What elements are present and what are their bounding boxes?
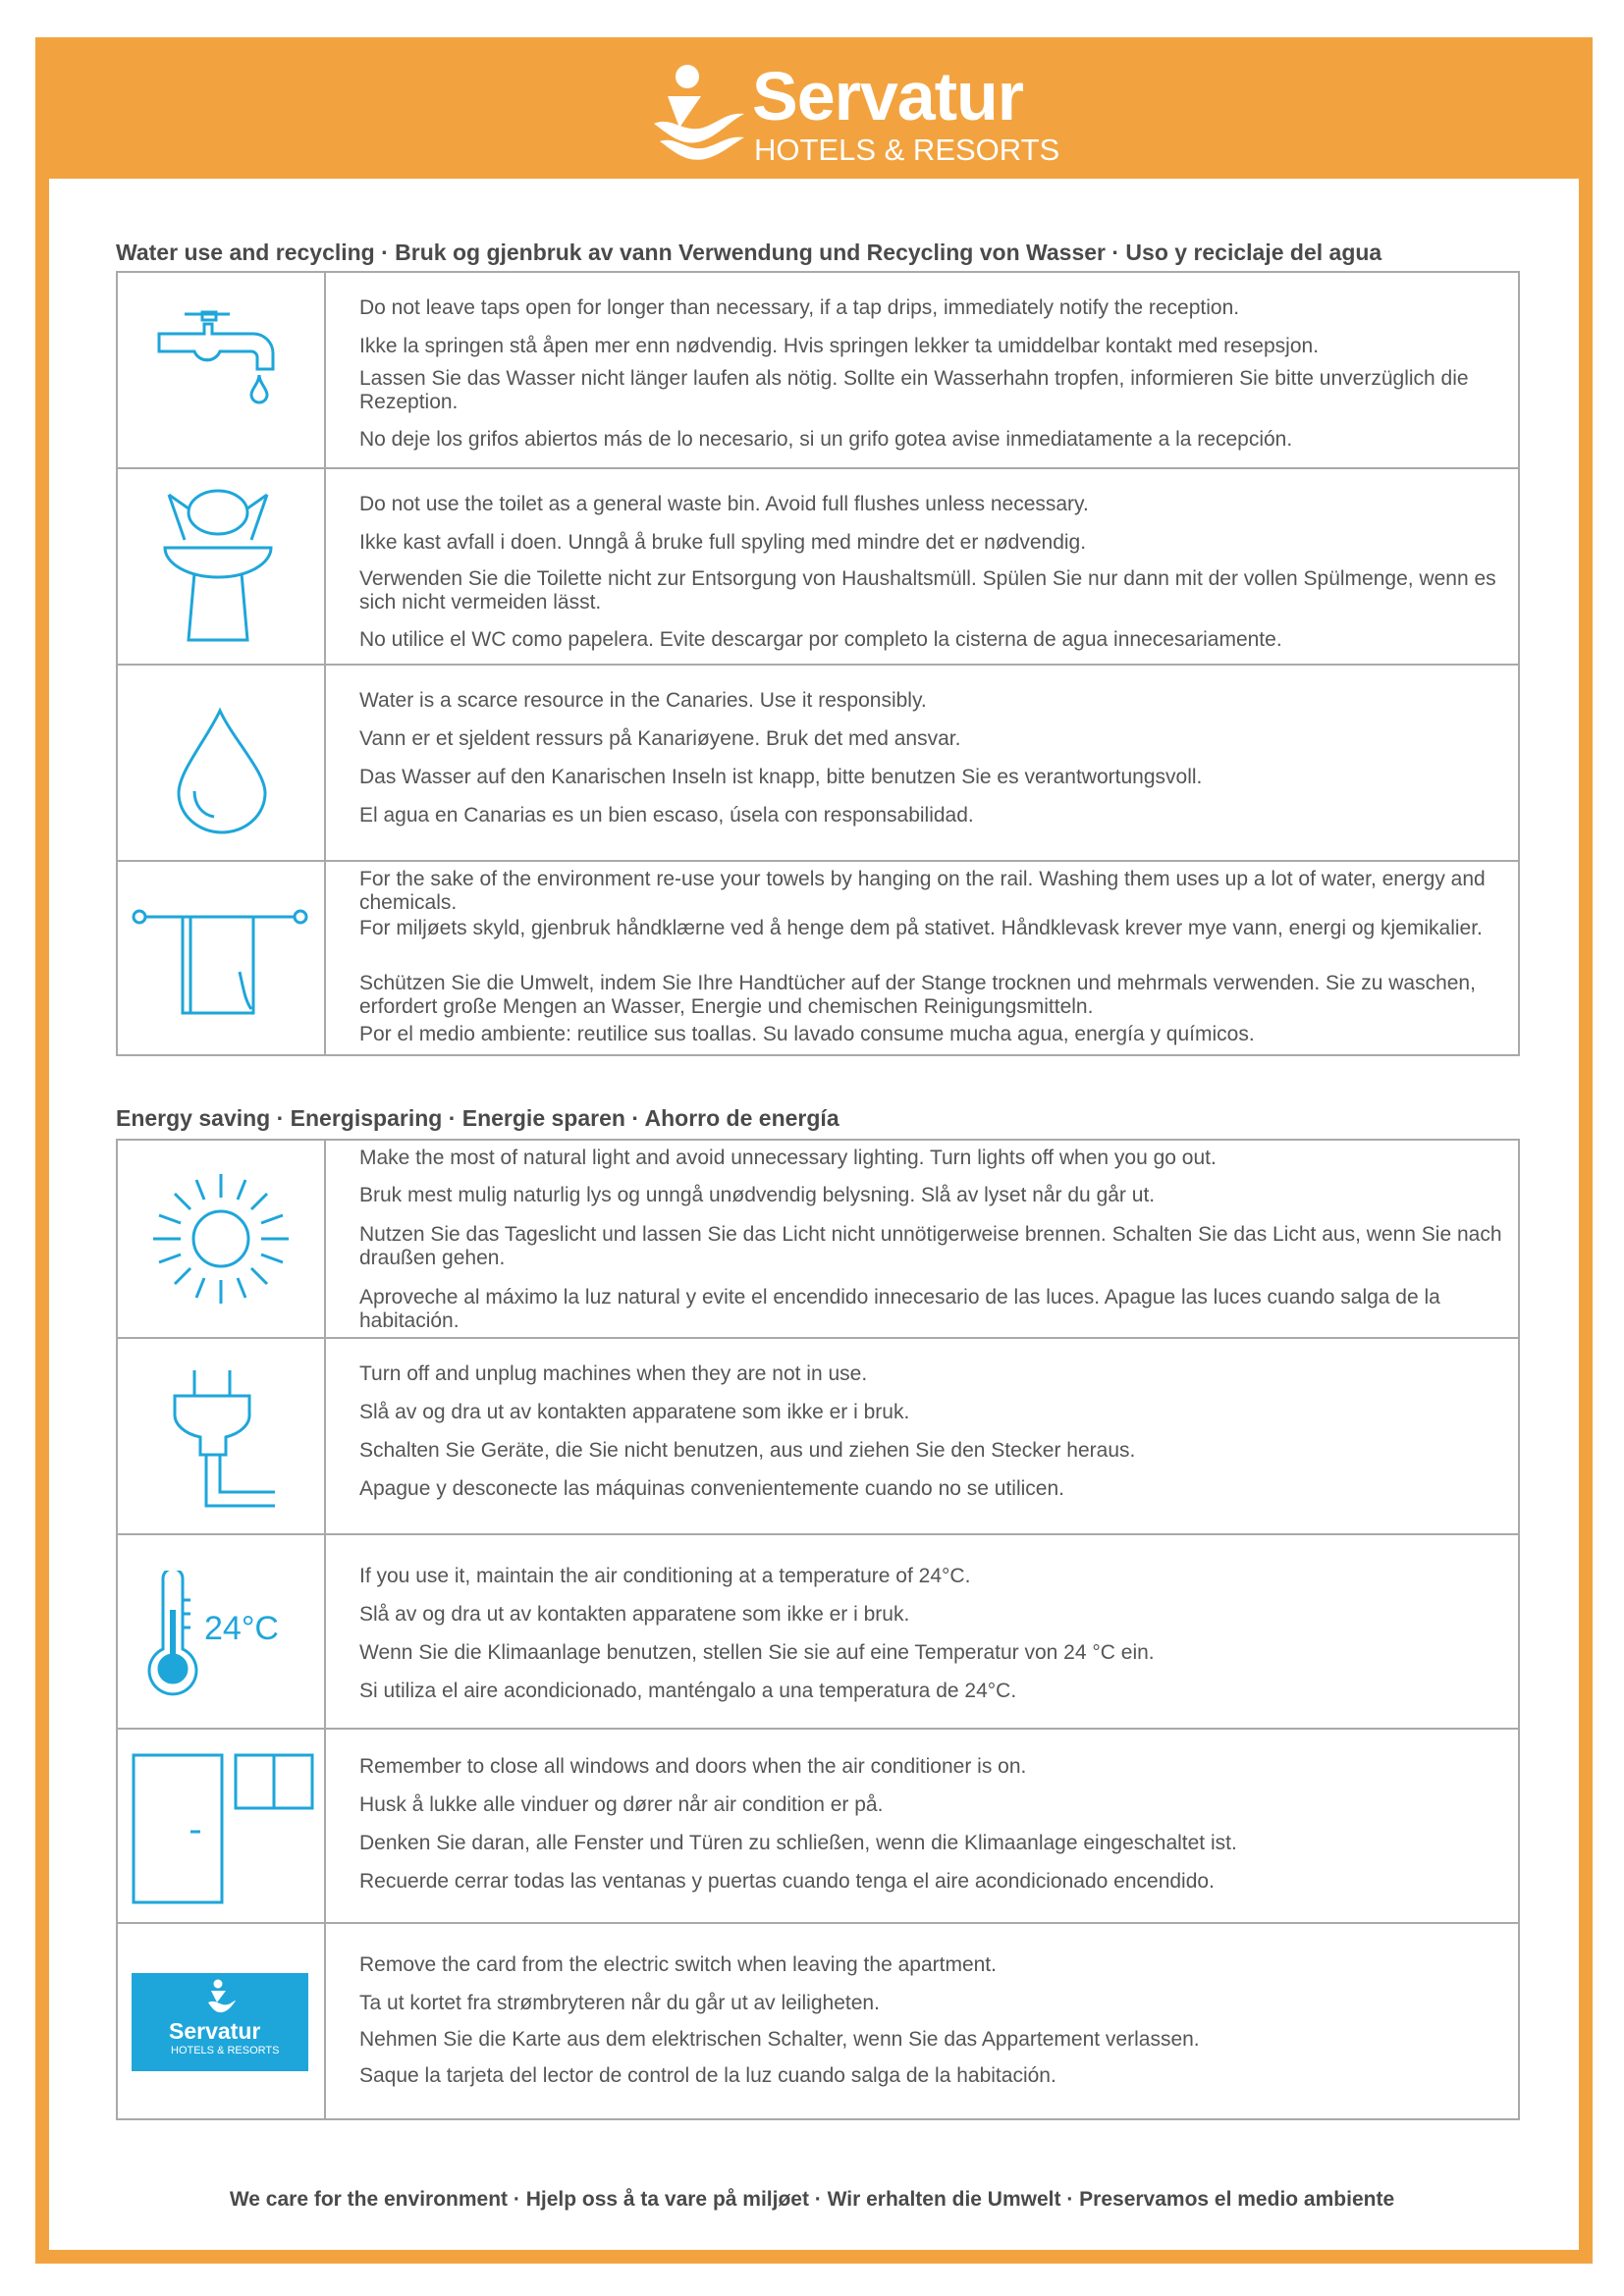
brand-name: Servatur — [752, 58, 1024, 134]
section-title-energy: Energy saving · Energisparing · Energie sparen · Ahorro de energía — [116, 1105, 839, 1131]
energy-table — [116, 1139, 1520, 2120]
table-row — [118, 1337, 1518, 1533]
line-no: Bruk mest mulig naturlig lys og unngå unødvendig belysning. Slå av lyset når du går ut. — [359, 1184, 1156, 1206]
sun-icon — [147, 1170, 295, 1308]
text-cell — [326, 666, 1518, 860]
text-cell — [326, 862, 1518, 1054]
line-es: Si utiliza el aire acondicionado, manténgalo a una temperatura de 24°C. — [359, 1680, 1017, 1702]
line-en: Do not leave taps open for longer than necessary, if a tap drips, immediately notify the reception. — [359, 296, 1240, 319]
card-brand: Servatur — [169, 2018, 261, 2044]
door-window-icon — [130, 1751, 316, 1908]
line-de: Nehmen Sie die Karte aus dem elektrischen Schalter, wenn Sie das Appartement verlassen. — [359, 2028, 1200, 2051]
table-row — [118, 1141, 1518, 1337]
icon-cell — [118, 469, 326, 664]
text-cell — [326, 1141, 1518, 1337]
line-es: El agua en Canarias es un bien escaso, úsela con responsabilidad. — [359, 804, 974, 827]
line-es: No deje los grifos abiertos más de lo necesario, si un grifo gotea avise inmediatamente a la recepción. — [359, 428, 1293, 451]
text-cell — [326, 1730, 1518, 1922]
water-drop-icon — [173, 707, 271, 834]
table-row — [118, 860, 1518, 1054]
line-en: If you use it, maintain the air conditioning at a temperature of 24°C. — [359, 1565, 971, 1587]
line-de: Das Wasser auf den Kanarischen Inseln ist knapp, bitte benutzen Sie es verantwortungsvoll. — [359, 766, 1203, 788]
line-es: Saque la tarjeta del lector de control de la luz cuando salga de la habitación. — [359, 2064, 1056, 2087]
icon-cell — [118, 666, 326, 860]
line-de: Denken Sie daran, alle Fenster und Türen zu schließen, wenn die Klimaanlage eingeschaltet ist. — [359, 1832, 1237, 1854]
icon-cell — [118, 273, 326, 467]
icon-cell — [118, 862, 326, 1054]
table-row — [118, 1533, 1518, 1728]
servatur-logo — [648, 59, 1060, 167]
line-en: Remember to close all windows and doors when the air conditioner is on. — [359, 1755, 1027, 1778]
line-es: Apague y desconecte las máquinas convenientemente cuando no se utilicen. — [359, 1477, 1064, 1500]
icon-cell — [118, 1924, 326, 2118]
temperature-label: 24°C — [204, 1610, 279, 1647]
line-es: No utilice el WC como papelera. Evite descargar por completo la cisterna de agua innecesariamente. — [359, 628, 1282, 651]
line-no: Husk å lukke alle vinduer og dører når air condition er på. — [359, 1793, 884, 1816]
line-no: Slå av og dra ut av kontakten apparatene som ikke er i bruk. — [359, 1603, 910, 1626]
water-table — [116, 271, 1520, 1056]
text-cell — [326, 469, 1518, 664]
servatur-logo-icon — [650, 63, 748, 161]
line-en: Water is a scarce resource in the Canaries. Use it responsibly. — [359, 689, 927, 712]
section-title-water: Water use and recycling · Bruk og gjenbruk av vann Verwendung und Recycling von Wasser · Uso y reciclaje del agua — [116, 240, 1382, 265]
text-cell — [326, 273, 1518, 467]
icon-cell — [118, 1339, 326, 1533]
line-no: Vann er et sjeldent ressurs på Kanariøyene. Bruk det med ansvar. — [359, 727, 961, 750]
line-es: Aproveche al máximo la luz natural y evite el encendido innecesario de las luces. Apague las luces cuando salga de la habitación. — [359, 1286, 1440, 1332]
table-row — [118, 664, 1518, 860]
line-no: Ikke kast avfall i doen. Unngå å bruke full spyling med mindre det er nødvendig. — [359, 531, 1087, 554]
line-en: Do not use the toilet as a general waste bin. Avoid full flushes unless necessary. — [359, 493, 1089, 515]
line-no: For miljøets skyld, gjenbruk håndklærne ved å henge dem på stativet. Håndklevask krever mye vann, energi og kjemikalier. — [359, 917, 1483, 939]
towel-icon — [132, 903, 308, 1021]
plug-icon — [167, 1368, 285, 1516]
line-de: Lassen Sie das Wasser nicht länger laufen als nötig. Sollte ein Wasserhahn tropfen, informieren Sie bitte unverzüglich die Rezeption. — [359, 367, 1469, 413]
icon-cell — [118, 1535, 326, 1728]
line-no: Slå av og dra ut av kontakten apparatene som ikke er i bruk. — [359, 1401, 910, 1423]
key-card-icon — [132, 1973, 308, 2071]
line-en: Make the most of natural light and avoid unnecessary lighting. Turn lights off when you go out. — [359, 1147, 1217, 1169]
line-en: Turn off and unplug machines when they are not in use. — [359, 1362, 868, 1385]
text-cell — [326, 1924, 1518, 2118]
line-de: Wenn Sie die Klimaanlage benutzen, stellen Sie sie auf eine Temperatur von 24 °C ein. — [359, 1641, 1155, 1664]
card-tagline: HOTELS & RESORTS — [171, 2045, 280, 2056]
footer-slogan: We care for the environment · Hjelp oss å ta vare på miljøet · Wir erhalten die Umwelt · Preservamos el medio ambiente — [229, 2188, 1395, 2211]
text-cell — [326, 1535, 1518, 1728]
header-banner — [35, 37, 1593, 179]
line-es: Por el medio ambiente: reutilice sus toallas. Su lavado consume mucha agua, energía y químicos. — [359, 1023, 1255, 1045]
icon-cell — [118, 1141, 326, 1337]
line-de: Verwenden Sie die Toilette nicht zur Entsorgung von Haushaltsmüll. Spülen Sie nur dann mit der vollen Spülmenge, wenn es sich nicht vermeiden lässt. — [359, 567, 1496, 614]
thermometer-icon — [143, 1571, 202, 1698]
line-de: Nutzen Sie das Tageslicht und lassen Sie das Licht nicht unnötigerweise brennen. Schalten Sie das Licht aus, wenn Sie nach draußen gehen. — [359, 1223, 1502, 1269]
table-row — [118, 467, 1518, 664]
brand-tagline: HOTELS & RESORTS — [754, 133, 1060, 167]
line-en: Remove the card from the electric switch when leaving the apartment. — [359, 1953, 997, 1976]
line-en: For the sake of the environment re-use your towels by hanging on the rail. Washing them uses up a lot of water, energy and chemicals. — [359, 868, 1486, 914]
text-cell — [326, 1339, 1518, 1533]
table-row — [118, 1728, 1518, 1922]
toilet-icon — [161, 485, 279, 652]
table-row — [118, 273, 1518, 467]
line-no: Ta ut kortet fra strømbryteren når du går ut av leiligheten. — [359, 1992, 880, 2014]
icon-cell — [118, 1730, 326, 1922]
line-de: Schalten Sie Geräte, die Sie nicht benutzen, aus und ziehen Sie den Stecker heraus. — [359, 1439, 1136, 1462]
line-de: Schützen Sie die Umwelt, indem Sie Ihre Handtücher auf der Stange trocknen und mehrmals verwenden. Sie zu waschen, erfordert große Mengen an Wasser, Energie und chemischen Reinigungsmitteln. — [359, 972, 1476, 1018]
card-logo-icon — [206, 1979, 236, 2016]
line-es: Recuerde cerrar todas las ventanas y puertas cuando tenga el aire acondicionado encendido. — [359, 1870, 1215, 1893]
table-row — [118, 1922, 1518, 2118]
line-no: Ikke la springen stå åpen mer enn nødvendig. Hvis springen lekker ta umiddelbar kontakt med resepsjon. — [359, 335, 1320, 357]
tap-icon — [155, 310, 283, 438]
